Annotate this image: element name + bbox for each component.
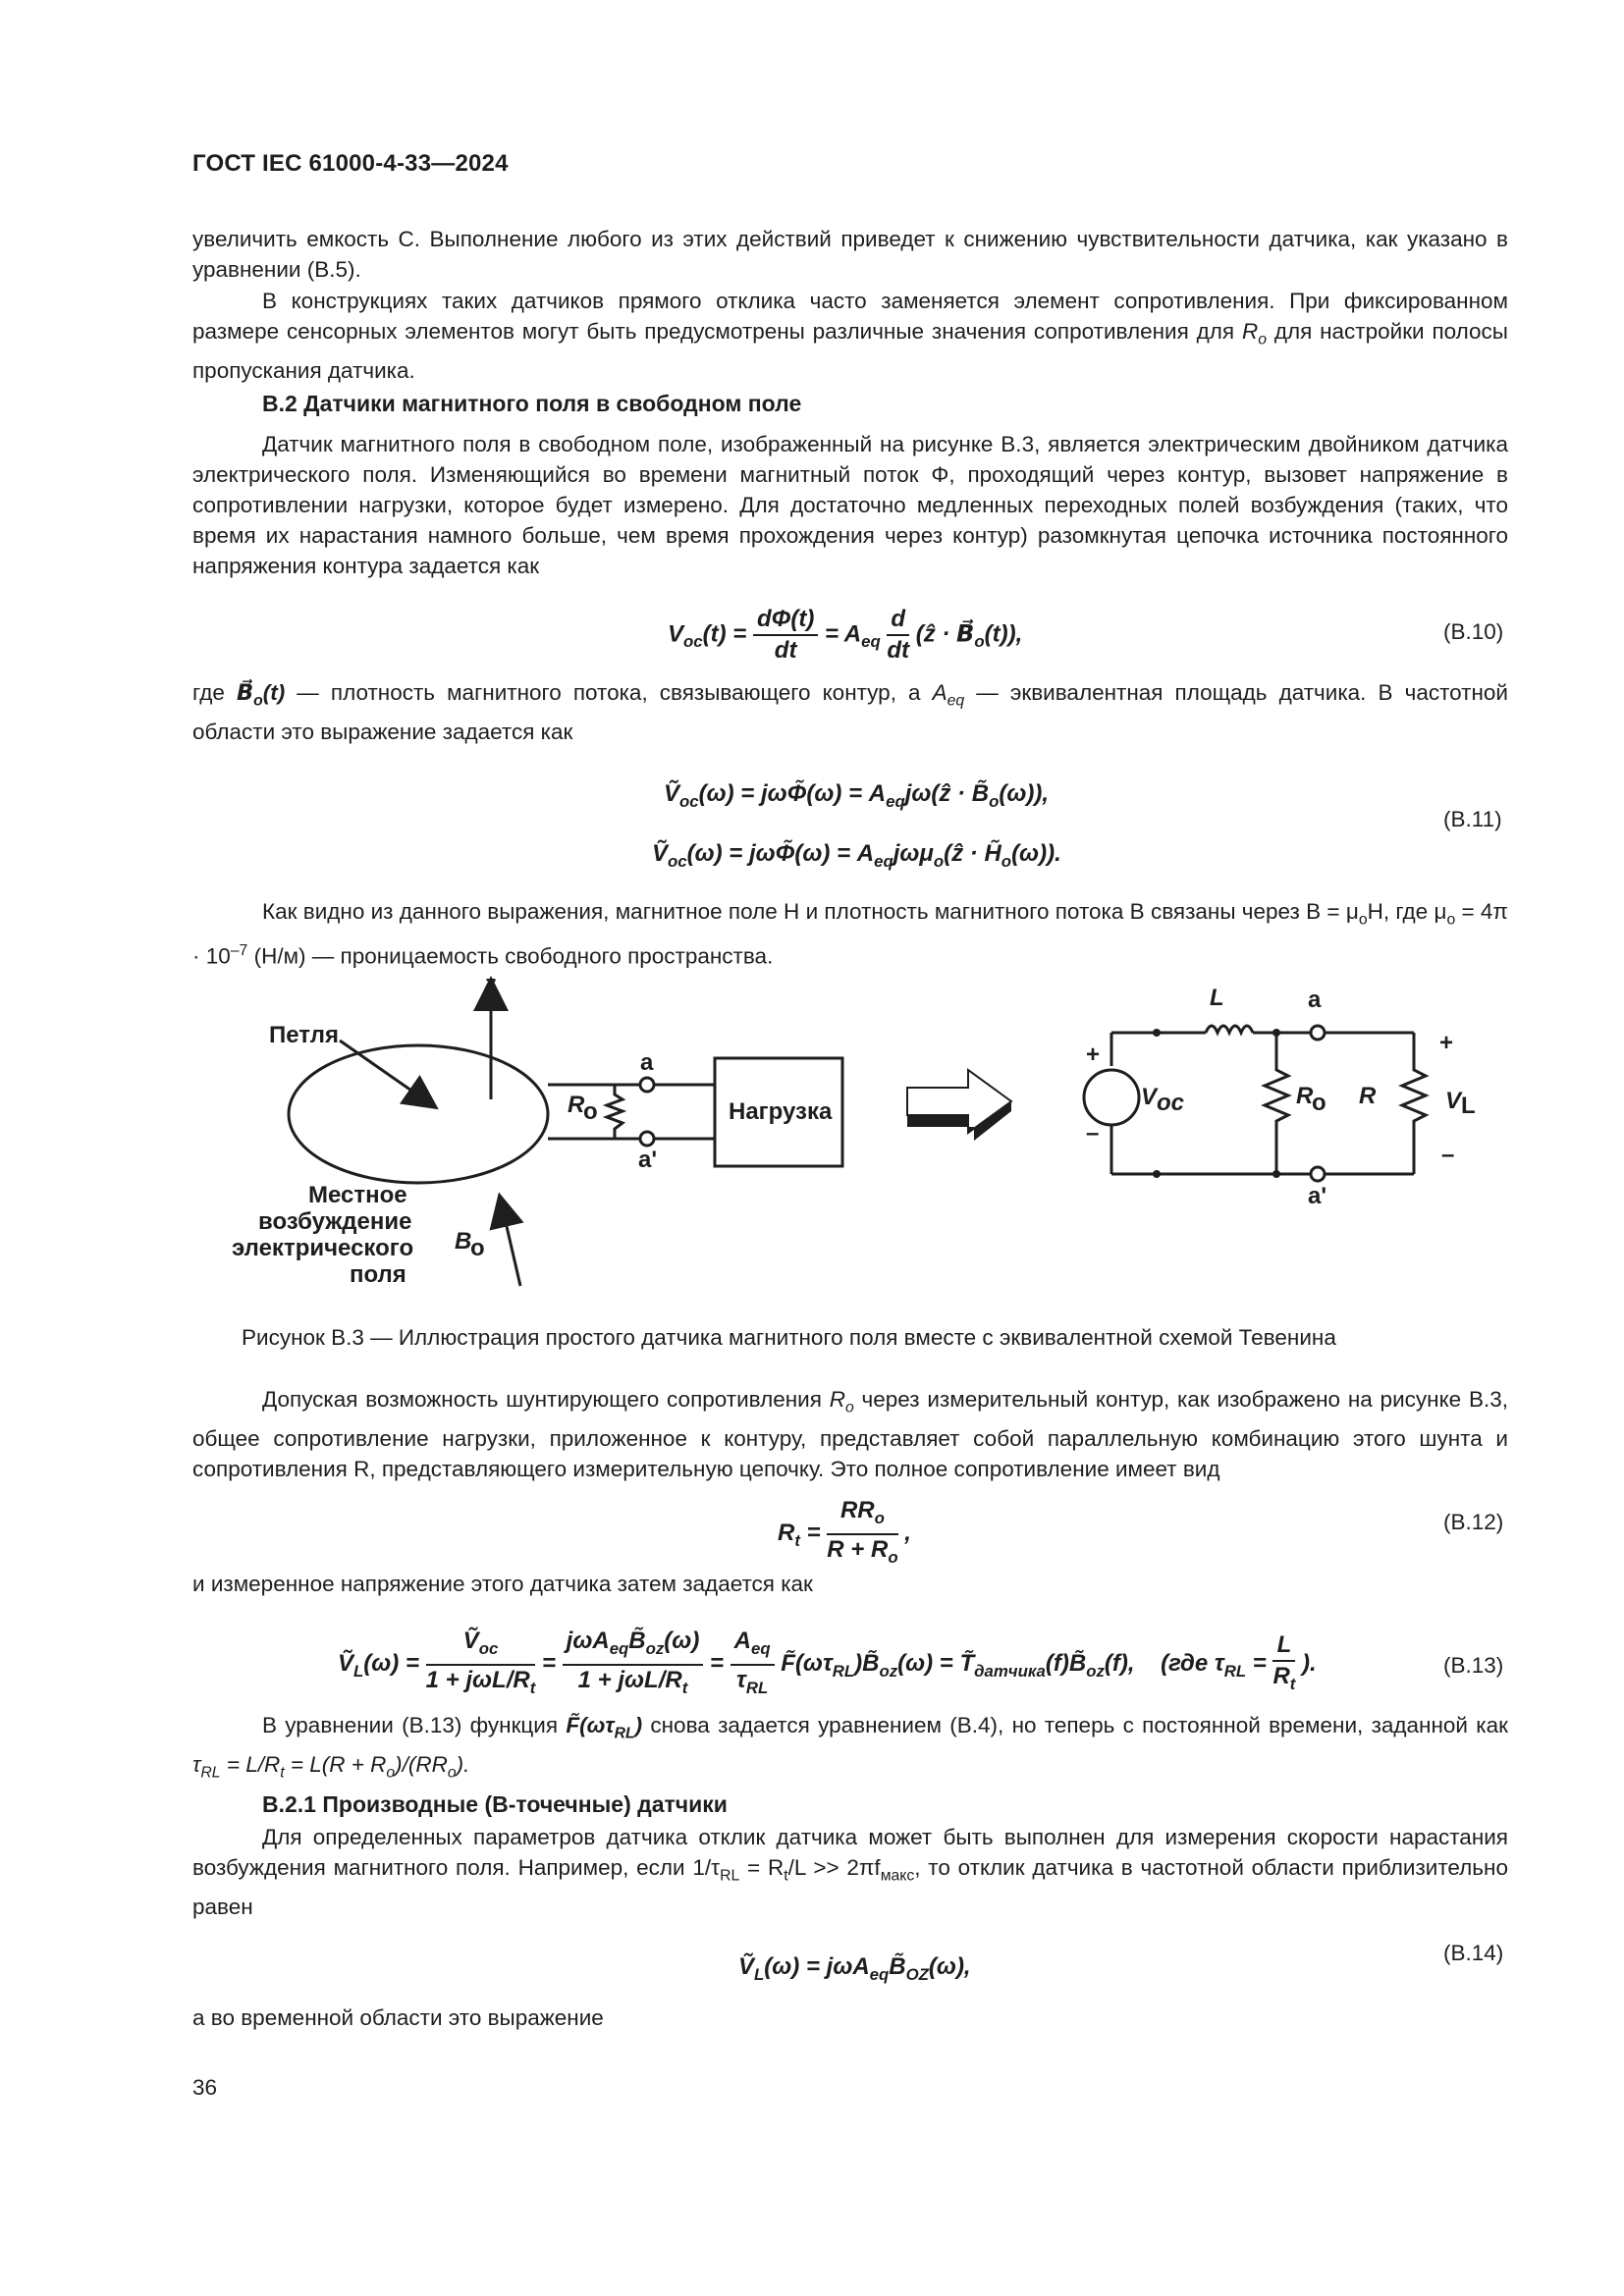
- figure-caption: Рисунок B.3 — Иллюстрация простого датчика магнитного поля вместе с эквивалентной схемой Тевенина: [242, 1325, 1336, 1350]
- svg-text:L: L: [1461, 1093, 1476, 1119]
- paragraph-9: Для определенных параметров датчика отклик датчика может быть выполнен для измерения скорости нарастания возбуждения магнитного поля. Например, если $1/\tau_{RL} = R_t/L >> 2\pi f_{макс}$, то отклик датчика в частотной области приблизительно равен: [192, 1825, 1508, 1919]
- equation-number-b12: (B.12): [1443, 1510, 1504, 1534]
- vl-label: V: [1445, 1088, 1462, 1114]
- voc-minus: –: [1086, 1120, 1100, 1147]
- paragraph-3: Датчик магнитного поля в свободном поле, изображенный на рисунке B.3, является электрическим двойником датчика электрического поля. Изменяющийся во времени магнитный поток Φ, проходящий через контур, вызовет напряжение в сопротивлении нагрузки, которое будет измерено. Для достаточно медленных переходных полей возбуждения (таких, что время их нарастания намного больше, чем время прохождения через контур) разомкнутая цепочка источника постоянного напряжения контура задается как: [192, 432, 1508, 578]
- terminal-a-label: a: [640, 1049, 654, 1076]
- ro-resistor: [607, 1085, 623, 1139]
- bo-label: B: [455, 1228, 472, 1255]
- thevenin-r-label: R: [1359, 1083, 1377, 1109]
- svg-text:o: o: [1312, 1090, 1326, 1116]
- thevenin-a-prime-label: a': [1308, 1183, 1327, 1209]
- section-b2-heading: B.2 Датчики магнитного поля в свободном поле: [262, 391, 802, 416]
- equation-b12: $R_t$ = $\frac{RR_o}{R + R_o}$ ,: [778, 1497, 911, 1567]
- vl-plus: +: [1439, 1030, 1454, 1056]
- equation-number-b10: (B.10): [1443, 619, 1504, 644]
- excitation-label-1: Местное: [308, 1182, 407, 1208]
- section-b21-heading: B.2.1 Производные (B-точечные) датчики: [262, 1791, 728, 1817]
- equation-b14: Ṽ$_L$(ω) = $j\omega A_{eq}B̃_{OZ}(\omega)$,: [738, 1953, 971, 1984]
- paragraph-6-text: Допуская возможность шунтирующего сопротивления: [262, 1387, 822, 1412]
- equation-number-b14: (B.14): [1443, 1941, 1504, 1965]
- paragraph-5-text: Как видно из данного выражения, магнитное поле H и плотность магнитного потока B связаны через B = μ: [262, 899, 1359, 924]
- voltage-source-voc: [1084, 1070, 1139, 1125]
- paragraph-5: Как видно из данного выражения, магнитное поле H и плотность магнитного потока B связаны через $B = \mu_oH$, где $\mu_o = 4\pi \cdot 10^{-7}$ (H/м) — проницаемость свободного пространства.: [192, 899, 1508, 968]
- paragraph-4: где $B⃗_o(t)$ — плотность магнитного потока, связывающего контур, а $A_{eq}$ — эквивалентная площадь датчика. В частотной области это выражение задается как: [192, 680, 1508, 744]
- load-label: Нагрузка: [729, 1098, 833, 1125]
- ro-label: R: [568, 1092, 585, 1118]
- paragraph-4-tail: эквивалентная площадь датчика. В частотной области это выражение задается как: [192, 680, 1508, 744]
- voc-label: V: [1141, 1084, 1158, 1110]
- paragraph-10: а во временной области это выражение: [192, 2005, 604, 2030]
- svg-text:o: o: [470, 1235, 485, 1261]
- figure-b3-diagram: [192, 972, 1508, 1306]
- svg-text:o: o: [583, 1098, 598, 1125]
- paragraph-7: и измеренное напряжение этого датчика затем задается как: [192, 1572, 813, 1596]
- paragraph-8: В уравнении (B.13) функция $F̃(\omega\tau_{RL})$ снова задается уравнением (B.4), но теперь с постоянной времени, заданной как $\tau_{RL} = L/R_t = L(R + R_o)/(RR_o)$.: [192, 1713, 1508, 1781]
- bo-arrow: [503, 1209, 520, 1286]
- vl-minus: –: [1441, 1142, 1455, 1168]
- paragraph-6-tail: через измерительный контур, как изображено на рисунке B.3, общее сопротивление нагрузки, приложенное к контуру, представляет собой параллельную комбинацию этого шунта и сопротивления R, представляющего измерительную цепочку. Это полное сопротивление имеет вид: [192, 1387, 1508, 1481]
- excitation-label-4: поля: [350, 1261, 406, 1288]
- paragraph-2: В конструкциях таких датчиков прямого отклика часто заменяется элемент сопротивления. При фиксированном размере сенсорных элементов могут быть предусмотрены различные значения сопротивления для $R_o$ для настройки полосы пропускания датчика.: [192, 289, 1508, 383]
- thevenin-ro-resistor: [1265, 1033, 1288, 1174]
- equation-b10: $V_{oc}(t)$ = $\frac{d\Phi(t)}{dt}$ = $A_{eq}$ $\frac{d}{dt}$ (ẑ · $B⃗_o(t)$),: [668, 606, 1023, 664]
- excitation-label-2: возбуждение: [258, 1208, 412, 1235]
- terminal-a-prime-label: a': [638, 1147, 658, 1173]
- paragraph-2-tail: для настройки полосы пропускания датчика.: [192, 319, 1508, 383]
- paragraph-4-text: плотность магнитного потока, связывающего контур, а: [330, 680, 921, 705]
- equation-number-b13: (B.13): [1443, 1653, 1504, 1678]
- paragraph-6: Допуская возможность шунтирующего сопротивления $R_o$ через измерительный контур, как изображено на рисунке B.3, общее сопротивление нагрузки, приложенное к контуру, представляет собой параллельную комбинацию этого шунта и сопротивления R, представляющего измерительную цепочку. Это полное сопротивление имеет вид: [192, 1387, 1508, 1481]
- paragraph-1: увеличить емкость C. Выполнение любого из этих действий приведет к снижению чувствительности датчика, как указано в уравнении (B.5).: [192, 227, 1508, 282]
- paragraph-9-text: Для определенных параметров датчика отклик датчика может быть выполнен для измерения скорости нарастания возбуждения магнитного поля. Например, если 1/τ: [192, 1825, 1508, 1880]
- svg-text:oc: oc: [1157, 1090, 1185, 1116]
- inductor-L: [1206, 1026, 1253, 1033]
- paragraph-9-tail: то отклик датчика в частотной области приблизительно равен: [192, 1855, 1508, 1919]
- paragraph-5-d: (H/м) — проницаемость свободного пространства.: [253, 943, 774, 968]
- loop-label: Петля: [269, 1022, 339, 1048]
- z-label: z: [485, 972, 497, 997]
- voc-plus: +: [1086, 1041, 1101, 1068]
- thevenin-a-label: a: [1308, 987, 1322, 1013]
- equation-number-b11: (B.11): [1443, 807, 1502, 831]
- paragraph-8-text: В уравнении (B.13) функция: [262, 1713, 559, 1737]
- excitation-label-3: электрического: [232, 1235, 414, 1261]
- document-header: ГОСТ IEC 61000-4-33—2024: [192, 150, 509, 177]
- paragraph-5-c: = 4π · 10: [192, 899, 1508, 968]
- paragraph-5-b: где μ: [1395, 899, 1447, 924]
- equation-b11-line1: Ṽ$_{oc}$(ω) = jωΦ̃(ω) = $A_{eq}j\omega(ẑ$ · $B̃_o(\omega)$),: [664, 780, 1049, 811]
- page-number: 36: [192, 2075, 218, 2100]
- equation-b13: Ṽ$_L$(ω) = $\frac{Ṽ_{oc}}{1 + j\omega L/R_t}$ = $\frac{j\omega A_{eq}B̃_{oz}(\omega)}{1 + j\omega L/R_t}$ = $\frac{A_{eq}}{\tau_{RL}}$ $F̃(\omega\tau_{RL})B̃_{oz}(\omega)$ = $T̃_{датчика}(f)B̃_{oz}(f)$, (где $\tau_{RL}$ = $\frac{L}{R_t}$ ).: [338, 1628, 1317, 1697]
- L-label: L: [1210, 985, 1224, 1011]
- thevenin-ro-label: R: [1296, 1083, 1314, 1109]
- thevenin-r-resistor: [1402, 1033, 1426, 1174]
- paragraph-8-tail: снова задается уравнением (B.4), но теперь с постоянной времени, заданной как: [650, 1713, 1508, 1737]
- loop-ellipse: [289, 1045, 548, 1183]
- paragraph-2-text: В конструкциях таких датчиков прямого отклика часто заменяется элемент сопротивления. При фиксированном размере сенсорных элементов могут быть предусмотрены различные значения сопротивления для: [192, 289, 1508, 344]
- equation-b11-line2: Ṽ$_{oc}$(ω) = jωΦ̃(ω) = $A_{eq}j\omega\mu_o(ẑ$ · $H̃_o(\omega)$).: [652, 840, 1061, 871]
